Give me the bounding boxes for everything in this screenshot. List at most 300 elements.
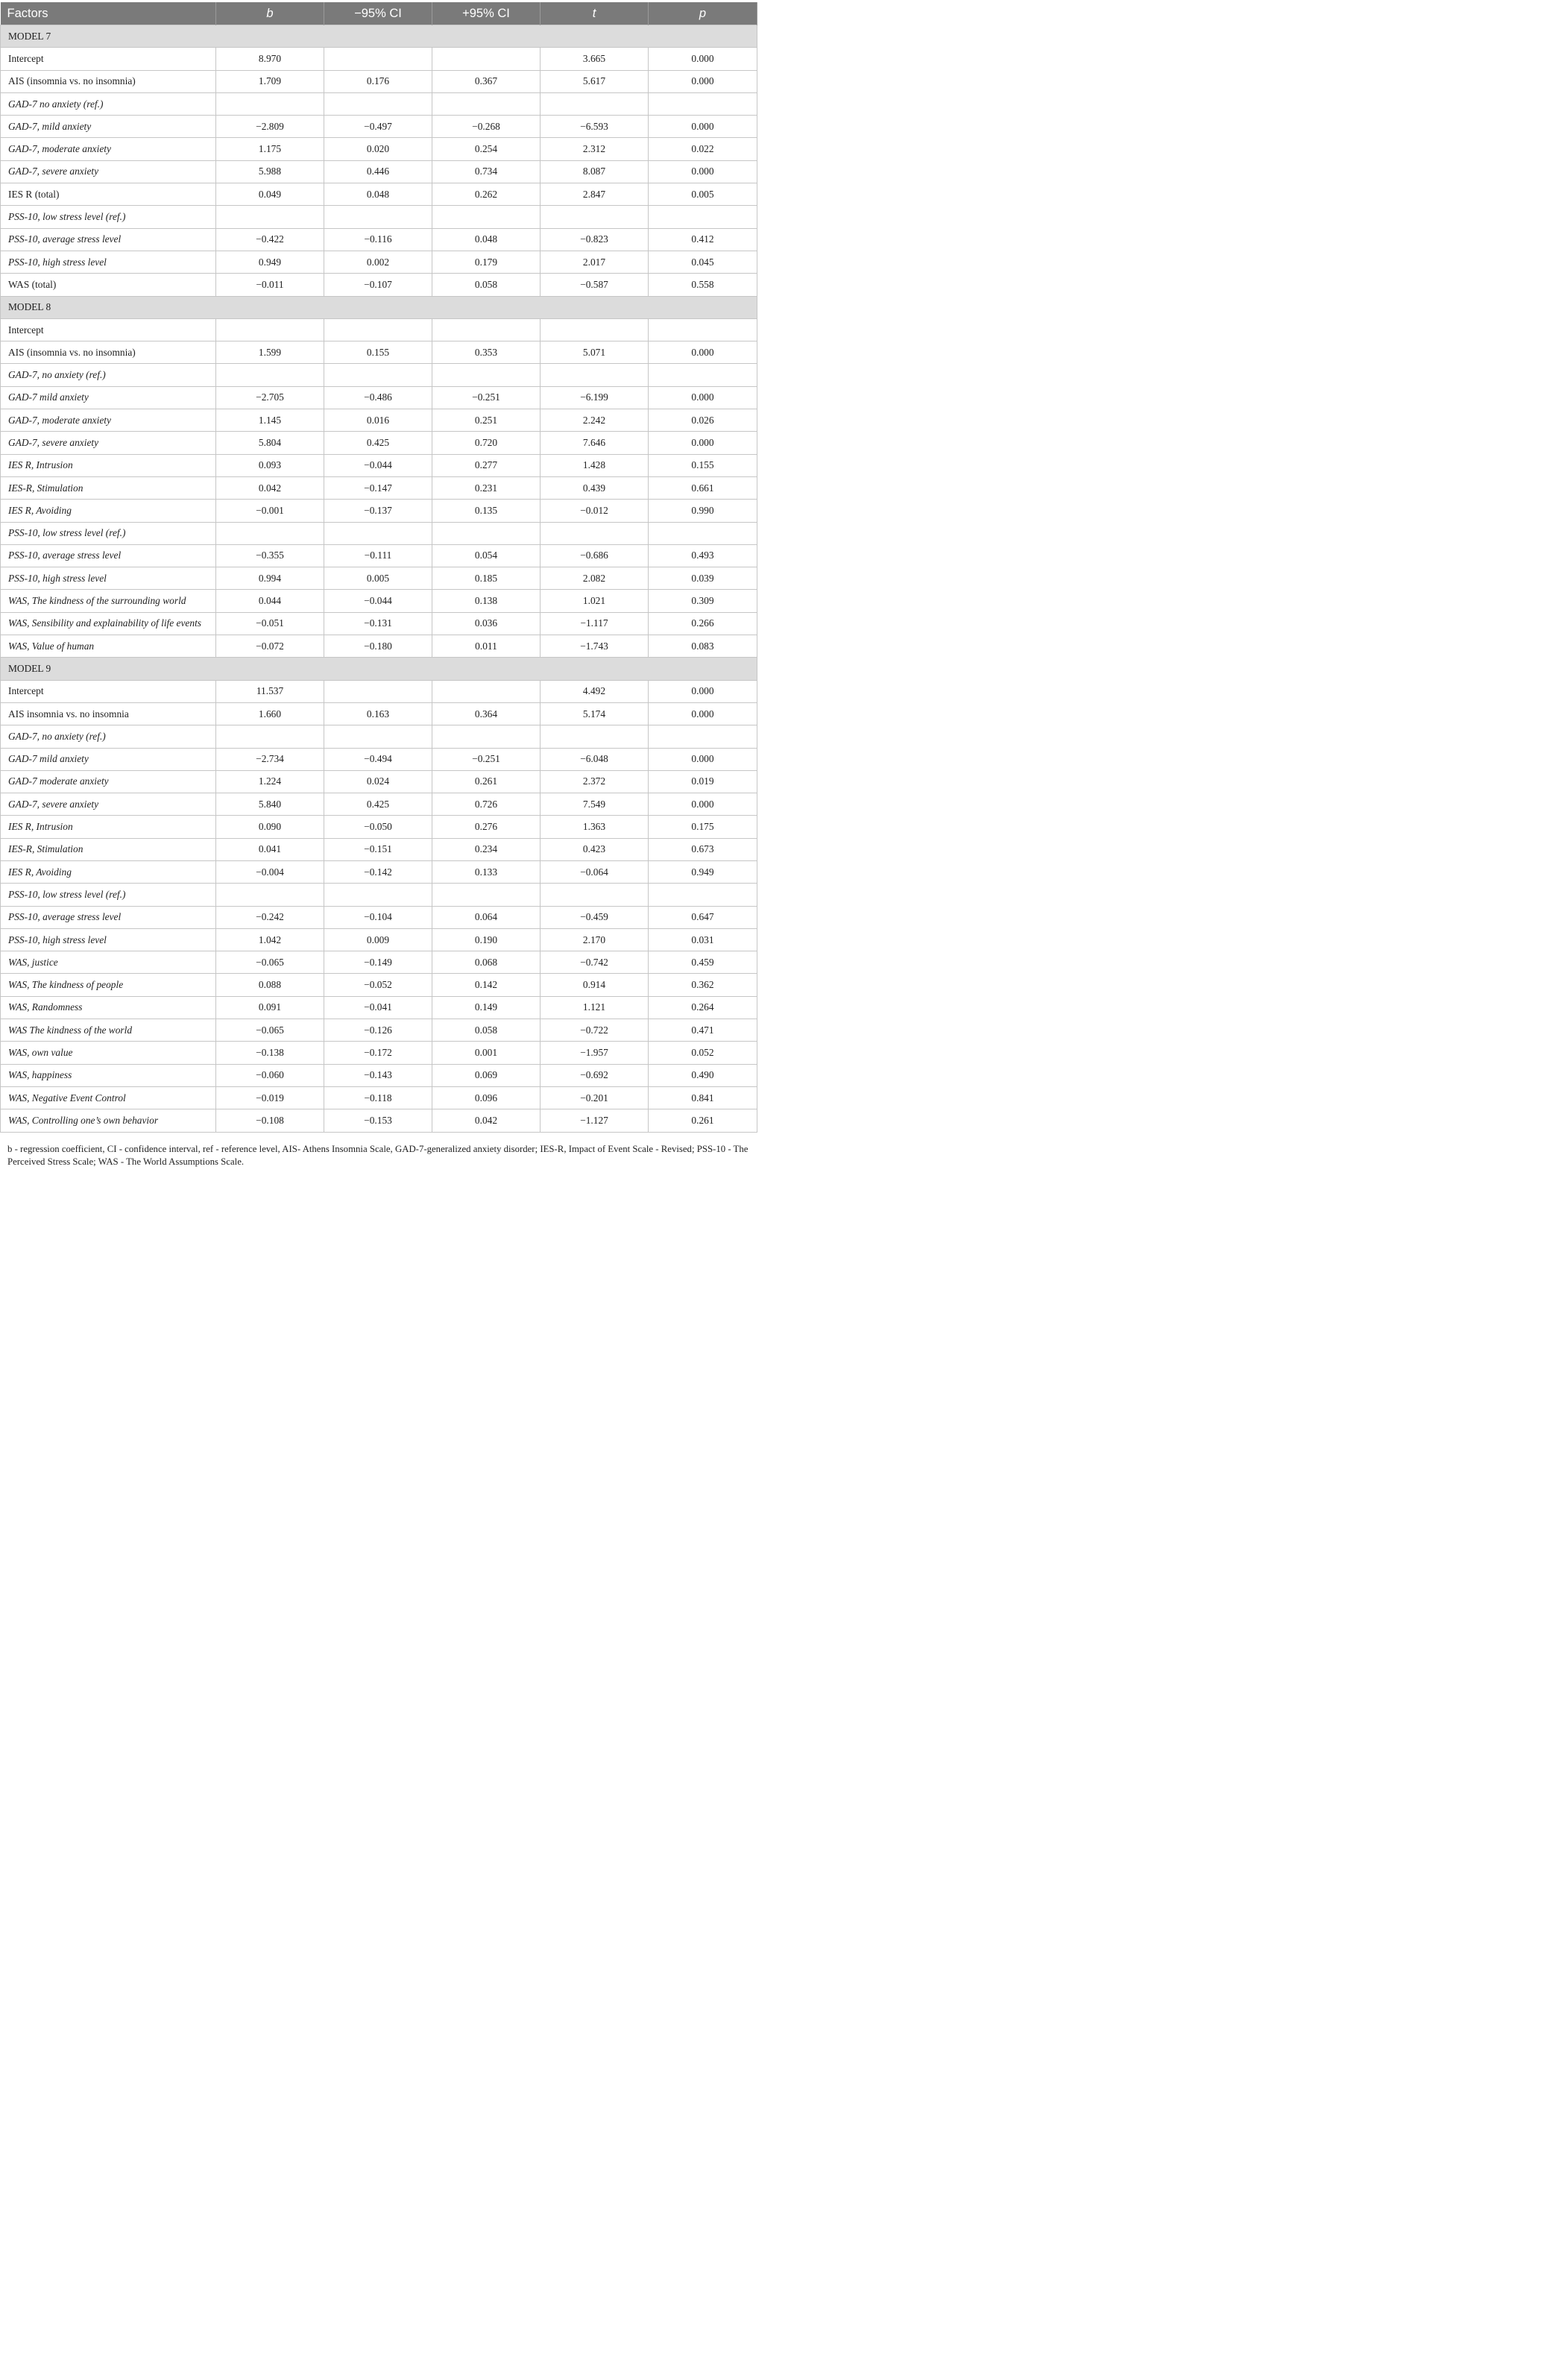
b-cell: 1.145: [216, 409, 324, 432]
p-cell: 0.026: [649, 409, 757, 432]
lower-ci-cell: −0.131: [324, 612, 432, 635]
lower-ci-cell: [324, 884, 432, 906]
b-cell: −0.108: [216, 1109, 324, 1132]
b-cell: 0.093: [216, 454, 324, 476]
model-section-label: MODEL 8: [1, 296, 757, 318]
p-cell: [649, 318, 757, 341]
upper-ci-cell: 0.096: [432, 1086, 541, 1109]
lower-ci-cell: −0.143: [324, 1064, 432, 1086]
table-row: [1, 432, 757, 454]
b-cell: −2.705: [216, 386, 324, 409]
b-cell: −0.355: [216, 544, 324, 567]
table-row: [1, 816, 757, 838]
t-cell: 0.439: [541, 476, 649, 499]
factor-label: PSS-10, average stress level: [1, 544, 216, 567]
p-cell: 0.155: [649, 454, 757, 476]
table-row: [1, 206, 757, 228]
b-cell: 0.090: [216, 816, 324, 838]
lower-ci-cell: −0.104: [324, 906, 432, 928]
table-row: [1, 138, 757, 160]
upper-ci-cell: 0.276: [432, 816, 541, 838]
table-row: [1, 183, 757, 206]
p-cell: 0.309: [649, 590, 757, 612]
table-row: [1, 364, 757, 386]
lower-ci-cell: −0.180: [324, 635, 432, 658]
t-cell: −0.686: [541, 544, 649, 567]
t-cell: [541, 725, 649, 748]
p-cell: 0.000: [649, 160, 757, 183]
upper-ci-cell: 0.048: [432, 228, 541, 251]
upper-ci-cell: 0.042: [432, 1109, 541, 1132]
factor-label: WAS (total): [1, 274, 216, 296]
upper-ci-cell: −0.251: [432, 748, 541, 770]
upper-ci-cell: [432, 725, 541, 748]
factor-label: GAD-7, no anxiety (ref.): [1, 725, 216, 748]
factor-label: AIS insomnia vs. no insomnia: [1, 702, 216, 725]
lower-ci-cell: −0.050: [324, 816, 432, 838]
upper-ci-cell: 0.068: [432, 951, 541, 974]
p-cell: 0.490: [649, 1064, 757, 1086]
t-cell: −6.593: [541, 116, 649, 138]
table-footnote: b - regression coefficient, CI - confidence interval, ref - reference level, AIS- Athens Insomnia Scale, GAD-7-generalized anxiety disorder; IES-R, Impact of Event Scale - Revised; PSS-10 - The Perceived Stress Scale; WAS - The World Assumptions Scale.: [7, 1144, 749, 1167]
p-cell: 0.000: [649, 341, 757, 364]
table-row: [1, 116, 757, 138]
lower-ci-cell: −0.494: [324, 748, 432, 770]
lower-ci-cell: −0.111: [324, 544, 432, 567]
factor-label: WAS, The kindness of the surrounding world: [1, 590, 216, 612]
factor-label: Intercept: [1, 680, 216, 702]
p-cell: 0.841: [649, 1086, 757, 1109]
upper-ci-cell: 0.036: [432, 612, 541, 635]
p-cell: 0.990: [649, 500, 757, 522]
table-row: [1, 567, 757, 590]
factor-label: WAS, Value of human: [1, 635, 216, 658]
p-cell: 0.264: [649, 996, 757, 1019]
lower-ci-cell: 0.009: [324, 928, 432, 951]
p-cell: 0.083: [649, 635, 757, 658]
lower-ci-cell: [324, 206, 432, 228]
upper-ci-cell: 0.251: [432, 409, 541, 432]
factor-label: WAS, justice: [1, 951, 216, 974]
upper-ci-cell: [432, 522, 541, 544]
col-header-lower-ci: −95% CI: [324, 2, 432, 25]
factor-label: GAD-7, severe anxiety: [1, 793, 216, 816]
t-cell: 3.665: [541, 48, 649, 70]
table-row: [1, 635, 757, 658]
model-section-row: [1, 658, 757, 680]
lower-ci-cell: 0.176: [324, 70, 432, 92]
factor-label: WAS The kindness of the world: [1, 1019, 216, 1042]
t-cell: 2.170: [541, 928, 649, 951]
t-cell: −1.127: [541, 1109, 649, 1132]
p-cell: [649, 725, 757, 748]
b-cell: −0.138: [216, 1042, 324, 1064]
lower-ci-cell: −0.126: [324, 1019, 432, 1042]
upper-ci-cell: 0.001: [432, 1042, 541, 1064]
p-cell: [649, 206, 757, 228]
p-cell: 0.045: [649, 251, 757, 273]
upper-ci-cell: [432, 364, 541, 386]
lower-ci-cell: −0.041: [324, 996, 432, 1019]
factor-label: WAS, Sensibility and explainability of life events: [1, 612, 216, 635]
table-row: [1, 906, 757, 928]
upper-ci-cell: [432, 680, 541, 702]
lower-ci-cell: 0.024: [324, 770, 432, 793]
t-cell: 2.017: [541, 251, 649, 273]
upper-ci-cell: −0.251: [432, 386, 541, 409]
col-header-t: t: [541, 2, 649, 25]
t-cell: −1.117: [541, 612, 649, 635]
t-cell: −0.459: [541, 906, 649, 928]
col-header-b: b: [216, 2, 324, 25]
t-cell: 0.914: [541, 974, 649, 996]
b-cell: −0.004: [216, 860, 324, 883]
lower-ci-cell: [324, 364, 432, 386]
table-row: [1, 251, 757, 273]
factor-label: GAD-7 mild anxiety: [1, 748, 216, 770]
b-cell: −2.809: [216, 116, 324, 138]
table-row: [1, 48, 757, 70]
lower-ci-cell: 0.048: [324, 183, 432, 206]
p-cell: 0.412: [649, 228, 757, 251]
header-row: [1, 2, 757, 25]
t-cell: [541, 92, 649, 115]
lower-ci-cell: −0.044: [324, 454, 432, 476]
p-cell: 0.000: [649, 680, 757, 702]
b-cell: 1.709: [216, 70, 324, 92]
upper-ci-cell: 0.064: [432, 906, 541, 928]
lower-ci-cell: −0.486: [324, 386, 432, 409]
b-cell: [216, 92, 324, 115]
factor-label: IES-R, Stimulation: [1, 476, 216, 499]
p-cell: 0.000: [649, 70, 757, 92]
p-cell: 0.558: [649, 274, 757, 296]
p-cell: 0.000: [649, 48, 757, 70]
lower-ci-cell: −0.497: [324, 116, 432, 138]
factor-label: WAS, own value: [1, 1042, 216, 1064]
p-cell: 0.000: [649, 702, 757, 725]
b-cell: −0.072: [216, 635, 324, 658]
upper-ci-cell: 0.261: [432, 770, 541, 793]
upper-ci-cell: 0.234: [432, 838, 541, 860]
b-cell: 8.970: [216, 48, 324, 70]
t-cell: −0.064: [541, 860, 649, 883]
factor-label: GAD-7, moderate anxiety: [1, 409, 216, 432]
table-row: [1, 1086, 757, 1109]
factor-label: PSS-10, low stress level (ref.): [1, 522, 216, 544]
factor-label: IES-R, Stimulation: [1, 838, 216, 860]
b-cell: 11.537: [216, 680, 324, 702]
factor-label: Intercept: [1, 318, 216, 341]
upper-ci-cell: 0.179: [432, 251, 541, 273]
lower-ci-cell: −0.142: [324, 860, 432, 883]
p-cell: 0.661: [649, 476, 757, 499]
b-cell: −0.060: [216, 1064, 324, 1086]
upper-ci-cell: 0.726: [432, 793, 541, 816]
factor-label: PSS-10, high stress level: [1, 928, 216, 951]
lower-ci-cell: −0.149: [324, 951, 432, 974]
model-section-row: [1, 25, 757, 48]
table-row: [1, 454, 757, 476]
b-cell: [216, 206, 324, 228]
lower-ci-cell: 0.020: [324, 138, 432, 160]
factor-label: PSS-10, average stress level: [1, 228, 216, 251]
t-cell: [541, 206, 649, 228]
upper-ci-cell: 0.262: [432, 183, 541, 206]
table-row: [1, 341, 757, 364]
upper-ci-cell: [432, 318, 541, 341]
b-cell: [216, 318, 324, 341]
b-cell: 1.042: [216, 928, 324, 951]
lower-ci-cell: 0.155: [324, 341, 432, 364]
factor-label: GAD-7 no anxiety (ref.): [1, 92, 216, 115]
p-cell: 0.039: [649, 567, 757, 590]
p-cell: [649, 522, 757, 544]
lower-ci-cell: 0.425: [324, 432, 432, 454]
b-cell: 0.949: [216, 251, 324, 273]
table-row: [1, 522, 757, 544]
upper-ci-cell: [432, 92, 541, 115]
lower-ci-cell: −0.107: [324, 274, 432, 296]
t-cell: −0.587: [541, 274, 649, 296]
table-row: [1, 725, 757, 748]
table-row: [1, 612, 757, 635]
p-cell: 0.471: [649, 1019, 757, 1042]
t-cell: 5.071: [541, 341, 649, 364]
factor-label: PSS-10, low stress level (ref.): [1, 884, 216, 906]
b-cell: [216, 725, 324, 748]
p-cell: 0.261: [649, 1109, 757, 1132]
upper-ci-cell: 0.277: [432, 454, 541, 476]
t-cell: −6.199: [541, 386, 649, 409]
factor-label: AIS (insomnia vs. no insomnia): [1, 341, 216, 364]
b-cell: −0.422: [216, 228, 324, 251]
b-cell: 0.041: [216, 838, 324, 860]
table-row: [1, 386, 757, 409]
t-cell: −0.722: [541, 1019, 649, 1042]
b-cell: 0.044: [216, 590, 324, 612]
b-cell: −0.011: [216, 274, 324, 296]
table-row: [1, 544, 757, 567]
table-row: [1, 409, 757, 432]
col-header-factors: Factors: [1, 2, 216, 25]
model-section-row: [1, 296, 757, 318]
table-row: [1, 748, 757, 770]
lower-ci-cell: [324, 522, 432, 544]
p-cell: 0.459: [649, 951, 757, 974]
p-cell: 0.266: [649, 612, 757, 635]
b-cell: 1.224: [216, 770, 324, 793]
lower-ci-cell: 0.016: [324, 409, 432, 432]
upper-ci-cell: 0.353: [432, 341, 541, 364]
t-cell: −0.692: [541, 1064, 649, 1086]
factor-label: Intercept: [1, 48, 216, 70]
p-cell: 0.175: [649, 816, 757, 838]
lower-ci-cell: 0.163: [324, 702, 432, 725]
table-row: [1, 228, 757, 251]
table-row: [1, 160, 757, 183]
p-cell: 0.000: [649, 432, 757, 454]
lower-ci-cell: −0.044: [324, 590, 432, 612]
b-cell: 1.660: [216, 702, 324, 725]
factor-label: GAD-7, severe anxiety: [1, 432, 216, 454]
table-row: [1, 996, 757, 1019]
b-cell: 0.049: [216, 183, 324, 206]
factor-label: IES R, Intrusion: [1, 454, 216, 476]
upper-ci-cell: −0.268: [432, 116, 541, 138]
t-cell: 1.428: [541, 454, 649, 476]
factor-label: WAS, Controlling one’s own behavior: [1, 1109, 216, 1132]
factor-label: PSS-10, high stress level: [1, 567, 216, 590]
table-row: [1, 860, 757, 883]
upper-ci-cell: [432, 48, 541, 70]
factor-label: GAD-7 moderate anxiety: [1, 770, 216, 793]
lower-ci-cell: [324, 48, 432, 70]
table-row: [1, 500, 757, 522]
t-cell: 0.423: [541, 838, 649, 860]
table-row: [1, 1109, 757, 1132]
b-cell: [216, 522, 324, 544]
table-row: [1, 318, 757, 341]
t-cell: 7.646: [541, 432, 649, 454]
t-cell: 8.087: [541, 160, 649, 183]
lower-ci-cell: −0.118: [324, 1086, 432, 1109]
factor-label: WAS, The kindness of people: [1, 974, 216, 996]
table-row: [1, 1019, 757, 1042]
factor-label: GAD-7, severe anxiety: [1, 160, 216, 183]
p-cell: 0.022: [649, 138, 757, 160]
upper-ci-cell: 0.054: [432, 544, 541, 567]
lower-ci-cell: 0.005: [324, 567, 432, 590]
table-row: [1, 92, 757, 115]
factor-label: IES R, Avoiding: [1, 860, 216, 883]
lower-ci-cell: 0.425: [324, 793, 432, 816]
b-cell: 0.088: [216, 974, 324, 996]
p-cell: 0.052: [649, 1042, 757, 1064]
lower-ci-cell: [324, 680, 432, 702]
upper-ci-cell: 0.058: [432, 1019, 541, 1042]
table-row: [1, 274, 757, 296]
p-cell: 0.000: [649, 793, 757, 816]
factor-label: IES R, Intrusion: [1, 816, 216, 838]
upper-ci-cell: [432, 206, 541, 228]
upper-ci-cell: 0.364: [432, 702, 541, 725]
t-cell: [541, 522, 649, 544]
factor-label: PSS-10, high stress level: [1, 251, 216, 273]
p-cell: 0.362: [649, 974, 757, 996]
upper-ci-cell: 0.058: [432, 274, 541, 296]
b-cell: 5.804: [216, 432, 324, 454]
p-cell: 0.031: [649, 928, 757, 951]
upper-ci-cell: 0.069: [432, 1064, 541, 1086]
lower-ci-cell: 0.002: [324, 251, 432, 273]
factor-label: PSS-10, low stress level (ref.): [1, 206, 216, 228]
t-cell: 1.021: [541, 590, 649, 612]
factor-label: IES R, Avoiding: [1, 500, 216, 522]
b-cell: 5.840: [216, 793, 324, 816]
t-cell: 1.121: [541, 996, 649, 1019]
p-cell: 0.005: [649, 183, 757, 206]
b-cell: 0.994: [216, 567, 324, 590]
t-cell: −0.742: [541, 951, 649, 974]
upper-ci-cell: 0.138: [432, 590, 541, 612]
b-cell: −0.065: [216, 1019, 324, 1042]
table-row: [1, 951, 757, 974]
p-cell: 0.000: [649, 748, 757, 770]
factor-label: PSS-10, average stress level: [1, 906, 216, 928]
table-row: [1, 702, 757, 725]
t-cell: [541, 364, 649, 386]
table-row: [1, 590, 757, 612]
table-row: [1, 770, 757, 793]
lower-ci-cell: [324, 318, 432, 341]
col-header-p: p: [649, 2, 757, 25]
table-row: [1, 476, 757, 499]
table-row: [1, 70, 757, 92]
b-cell: [216, 884, 324, 906]
upper-ci-cell: 0.011: [432, 635, 541, 658]
t-cell: −0.201: [541, 1086, 649, 1109]
t-cell: −1.743: [541, 635, 649, 658]
upper-ci-cell: 0.190: [432, 928, 541, 951]
upper-ci-cell: 0.149: [432, 996, 541, 1019]
table-row: [1, 1064, 757, 1086]
b-cell: 0.091: [216, 996, 324, 1019]
table-row: [1, 1042, 757, 1064]
b-cell: −0.001: [216, 500, 324, 522]
model-section-label: MODEL 7: [1, 25, 757, 48]
factor-label: WAS, Randomness: [1, 996, 216, 1019]
b-cell: 1.175: [216, 138, 324, 160]
p-cell: 0.000: [649, 386, 757, 409]
factor-label: AIS (insomnia vs. no insomnia): [1, 70, 216, 92]
t-cell: 2.312: [541, 138, 649, 160]
b-cell: −0.065: [216, 951, 324, 974]
t-cell: 1.363: [541, 816, 649, 838]
upper-ci-cell: 0.142: [432, 974, 541, 996]
b-cell: 5.988: [216, 160, 324, 183]
t-cell: 5.174: [541, 702, 649, 725]
upper-ci-cell: [432, 884, 541, 906]
t-cell: 2.082: [541, 567, 649, 590]
b-cell: 1.599: [216, 341, 324, 364]
table-row: [1, 928, 757, 951]
lower-ci-cell: −0.116: [324, 228, 432, 251]
b-cell: [216, 364, 324, 386]
table-row: [1, 838, 757, 860]
upper-ci-cell: 0.720: [432, 432, 541, 454]
upper-ci-cell: 0.367: [432, 70, 541, 92]
lower-ci-cell: −0.147: [324, 476, 432, 499]
table-row: [1, 884, 757, 906]
p-cell: 0.949: [649, 860, 757, 883]
p-cell: 0.000: [649, 116, 757, 138]
lower-ci-cell: −0.052: [324, 974, 432, 996]
col-header-upper-ci: +95% CI: [432, 2, 541, 25]
p-cell: [649, 364, 757, 386]
lower-ci-cell: −0.153: [324, 1109, 432, 1132]
t-cell: −0.012: [541, 500, 649, 522]
p-cell: 0.673: [649, 838, 757, 860]
upper-ci-cell: 0.254: [432, 138, 541, 160]
factor-label: GAD-7, mild anxiety: [1, 116, 216, 138]
table-row: [1, 793, 757, 816]
lower-ci-cell: −0.151: [324, 838, 432, 860]
factor-label: IES R (total): [1, 183, 216, 206]
lower-ci-cell: [324, 92, 432, 115]
t-cell: 2.847: [541, 183, 649, 206]
lower-ci-cell: −0.172: [324, 1042, 432, 1064]
